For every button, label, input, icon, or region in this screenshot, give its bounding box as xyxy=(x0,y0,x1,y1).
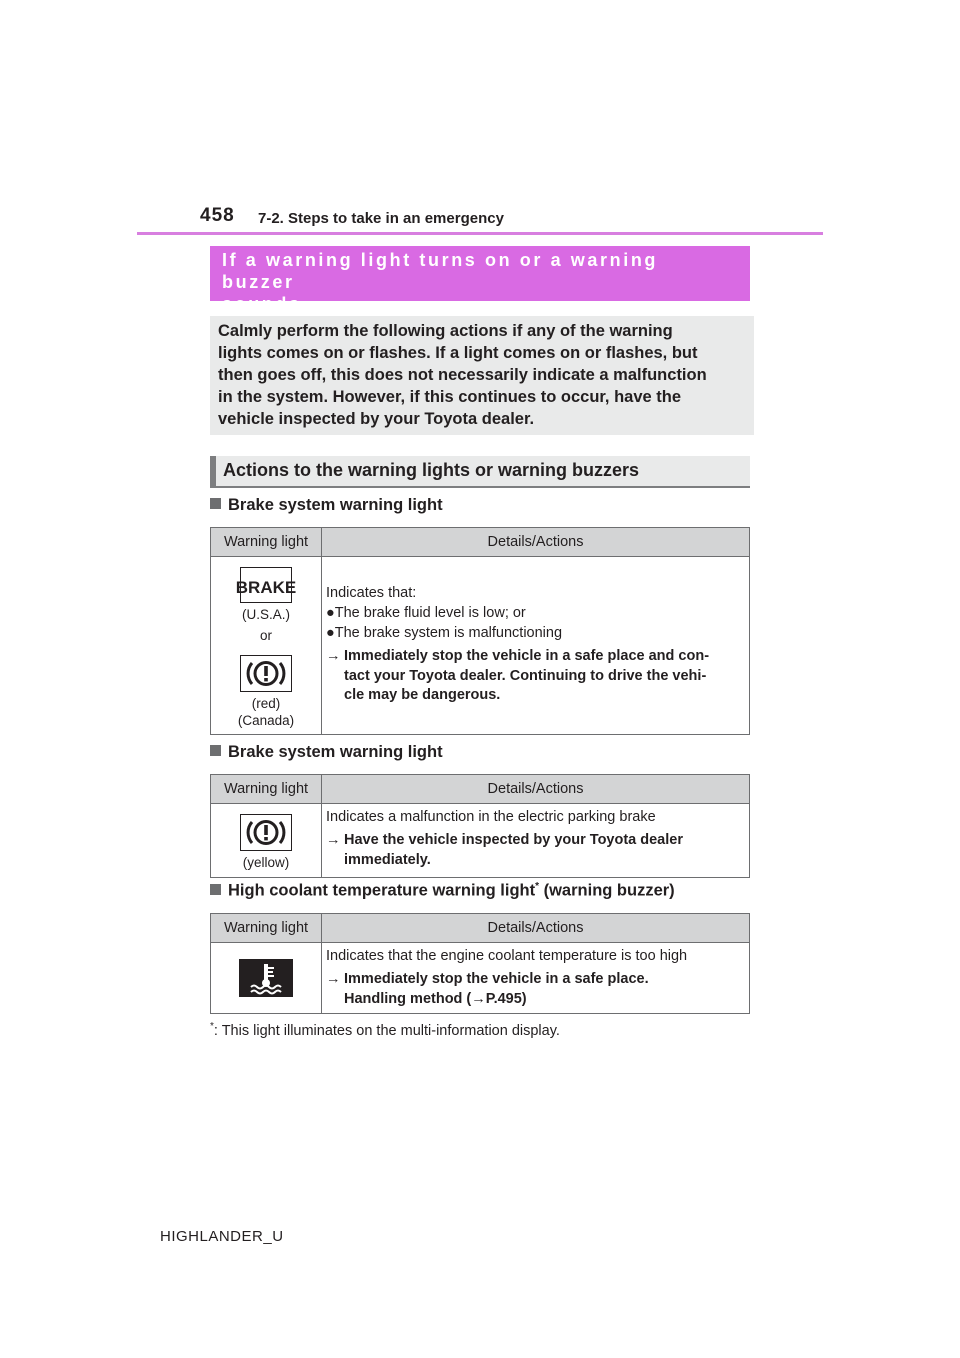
warning-table-coolant xyxy=(210,913,750,1014)
footnote-text: : This light illuminates on the multi-information display. xyxy=(213,1022,560,1039)
arrow-icon: → xyxy=(471,990,486,1007)
warning-table-brake-yellow xyxy=(210,774,750,878)
caption-or: or xyxy=(259,628,272,643)
section-heading-text: High coolant temperature warning light xyxy=(228,881,536,900)
section-heading-brake-yellow xyxy=(210,743,443,762)
details-cell xyxy=(322,804,750,878)
warning-light-cell xyxy=(211,943,322,1014)
caption-yellow: (yellow) xyxy=(242,855,290,870)
arrow-icon: → xyxy=(326,648,341,664)
action-text: → Have the vehicle inspected by your Toyota dealer immediately. xyxy=(326,832,683,868)
warning-table-brake-red xyxy=(210,527,750,735)
footnote xyxy=(210,1021,560,1039)
brake-light-text: BRAKE xyxy=(235,578,297,597)
intro-line: in the system. However, if this continues to occur, have the xyxy=(218,388,682,406)
page-number: 458 xyxy=(200,205,235,226)
brake-light-icon xyxy=(235,567,297,603)
action-text: → Immediately stop the vehicle in a safe place and con- tact your Toyota dealer. Continuing to drive the vehi- cle may be dangerous. xyxy=(326,648,710,703)
col-header-details: Details/Actions xyxy=(322,528,750,557)
square-bullet-icon xyxy=(210,498,221,509)
bullet-dot-icon: ● xyxy=(326,605,335,621)
section-heading-brake-red xyxy=(210,496,443,515)
coolant-temperature-icon xyxy=(239,959,293,997)
warning-light-cell xyxy=(211,557,322,735)
section-heading-coolant: High coolant temperature warning light* (warning buzzer) xyxy=(210,881,675,901)
caption-canada: (Canada) xyxy=(237,713,295,728)
bullet-item: ●The brake system is malfunctioning xyxy=(326,625,563,641)
section-heading-text: Brake system warning light xyxy=(228,496,443,514)
intro-line: then goes off, this does not necessarily indicate a malfunction xyxy=(218,366,707,384)
intro-box xyxy=(210,316,754,435)
caption-usa: (U.S.A.) xyxy=(241,607,290,622)
arrow-icon: → xyxy=(326,971,341,987)
square-bullet-icon xyxy=(210,884,221,895)
banner-heading xyxy=(210,246,750,314)
parking-brake-exclamation-icon-red xyxy=(240,655,292,692)
col-header-details: Details/Actions xyxy=(322,914,750,943)
section-heading-text: Brake system warning light xyxy=(228,743,443,761)
intro-line: vehicle inspected by your Toyota dealer. xyxy=(218,410,535,428)
arrow-icon: → xyxy=(326,832,341,848)
caption-red: (red) xyxy=(251,696,281,711)
header-rule xyxy=(137,232,823,235)
col-header-details: Details/Actions xyxy=(322,775,750,804)
footnote-marker: * xyxy=(210,1021,214,1032)
details-intro: Indicates a malfunction in the electric parking brake xyxy=(326,809,656,825)
square-bullet-icon xyxy=(210,745,221,756)
parking-brake-exclamation-icon-yellow xyxy=(240,814,292,851)
bullet-item: ●The brake fluid level is low; or xyxy=(326,605,526,621)
details-intro: Indicates that: xyxy=(326,585,417,601)
sub-heading: Actions to the warning lights or warning buzzers xyxy=(210,456,750,488)
details-cell xyxy=(322,943,750,1014)
footer-model: HIGHLANDER_U xyxy=(160,1228,284,1245)
details-intro: Indicates that the engine coolant temperature is too high xyxy=(326,948,688,964)
action-text: → Immediately stop the vehicle in a safe place. Handling method (→P.495) xyxy=(326,971,649,1007)
intro-line: lights comes on or flashes. If a light comes on or flashes, but xyxy=(218,344,698,362)
intro-line: Calmly perform the following actions if any of the warning xyxy=(218,322,673,340)
col-header-warning-light: Warning light xyxy=(211,528,322,557)
bullet-dot-icon: ● xyxy=(326,625,335,641)
banner-line-2: sounds xyxy=(222,294,302,314)
banner-line-1: If a warning light turns on or a warning buzzer xyxy=(222,250,659,292)
warning-light-cell xyxy=(211,804,322,878)
col-header-warning-light: Warning light xyxy=(211,914,322,943)
col-header-warning-light: Warning light xyxy=(211,775,322,804)
details-cell xyxy=(322,557,750,735)
footnote-marker: * xyxy=(535,881,540,892)
section-title: 7-2. Steps to take in an emergency xyxy=(258,210,504,227)
